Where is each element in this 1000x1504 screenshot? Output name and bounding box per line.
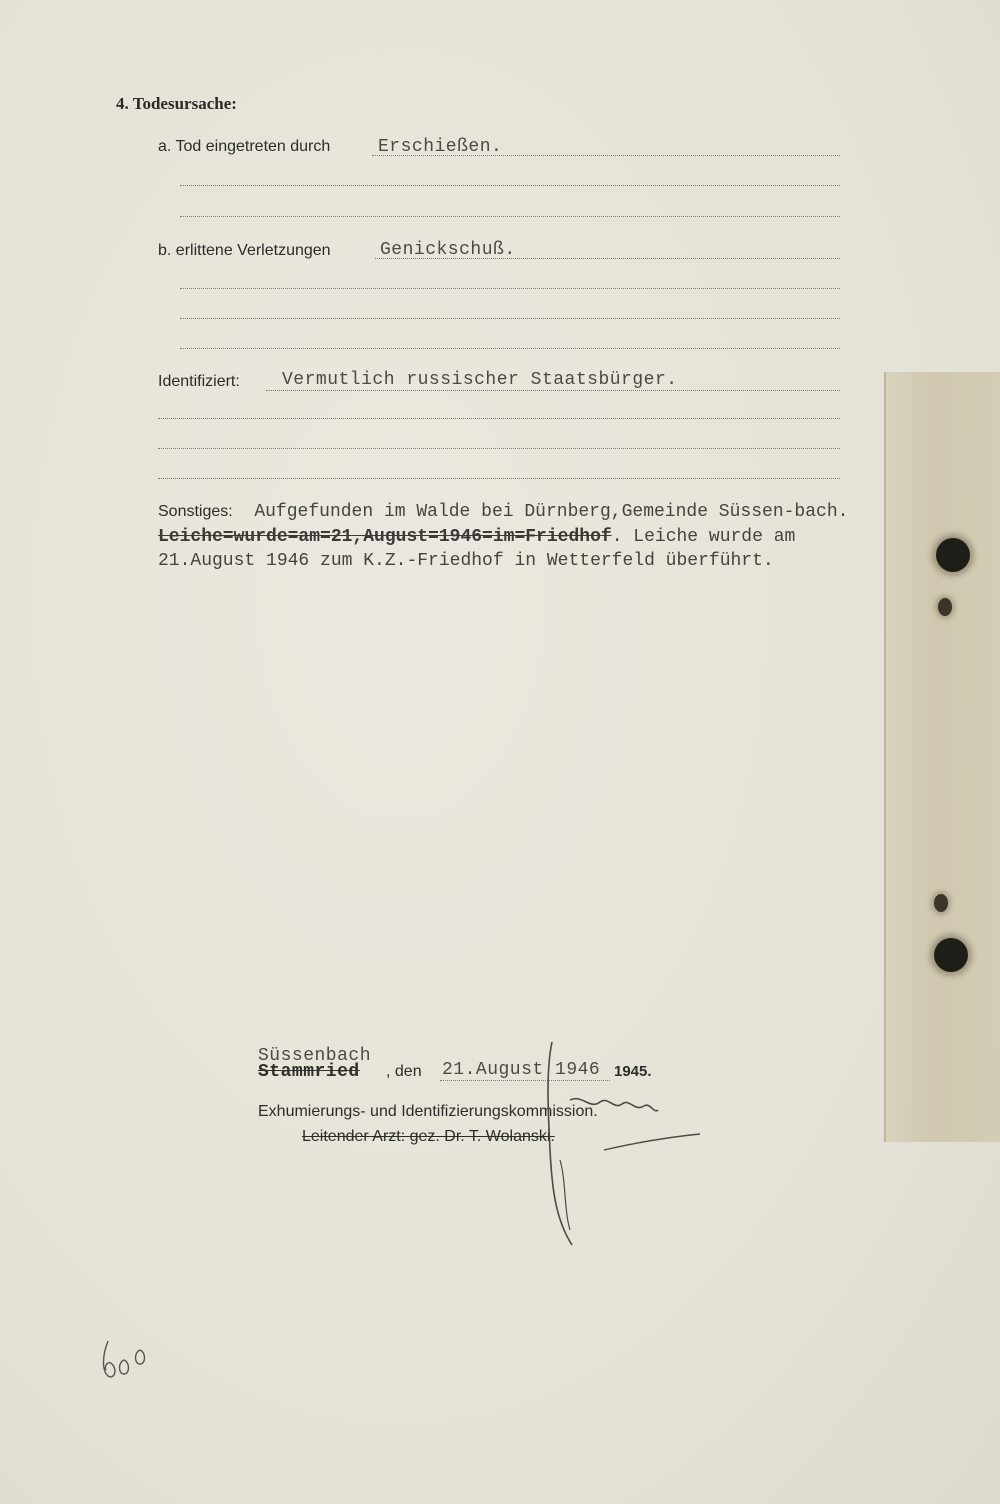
place-typed: Süssenbach: [258, 1046, 372, 1066]
remarks-struck-text: Leiche=wurde=am=21,August=1946=im=Friedhof: [158, 526, 612, 547]
cause-value: Erschießen.: [378, 137, 503, 157]
dotted-line: [266, 390, 840, 391]
date-prefix: , den: [386, 1063, 422, 1080]
cause-label: a. Tod eingetreten durch: [158, 138, 331, 155]
dotted-line: [372, 155, 840, 156]
commission-name: Exhumierungs- und Identifizierungskommission.: [258, 1103, 598, 1120]
dotted-line: [158, 418, 840, 419]
dotted-line: [180, 288, 840, 289]
dotted-line: [158, 448, 840, 449]
injuries-label: b. erlittene Verletzungen: [158, 242, 331, 259]
section-heading: 4. Todesursache:: [116, 94, 237, 113]
dotted-line: [180, 348, 840, 349]
remarks-paragraph: [158, 500, 888, 574]
year-printed: 1945.: [614, 1063, 652, 1080]
remarks-label: Sonstiges:: [158, 503, 233, 520]
identified-value: Vermutlich russischer Staatsbürger.: [282, 370, 678, 390]
remarks-text-2: . Leiche wurde am 21.August 1946 zum K.Z.-Friedhof in Wetterfeld überführt.: [158, 526, 796, 571]
date-typed: 21.August 1946: [442, 1060, 601, 1080]
dotted-line: [375, 258, 840, 259]
injuries-value: Genickschuß.: [380, 240, 516, 260]
handwritten-signature: [530, 1040, 710, 1260]
punch-hole: [934, 938, 968, 972]
dotted-line: [158, 478, 840, 479]
margin-note-handwriting: [98, 1336, 158, 1386]
rust-mark: [938, 598, 952, 616]
identified-label: Identifiziert:: [158, 373, 240, 390]
margin-stain: [884, 372, 1000, 1142]
dotted-line: [180, 318, 840, 319]
struck-signatory: Leitender Arzt: gez. Dr. T. Wolanski.: [302, 1128, 555, 1145]
dotted-line: [180, 216, 840, 217]
rust-mark: [934, 894, 948, 912]
place-struck: Stammried: [258, 1062, 360, 1082]
dotted-line: [180, 185, 840, 186]
punch-hole: [936, 538, 970, 572]
remarks-text-1: Aufgefunden im Walde bei Dürnberg,Gemeinde Süssen-bach.: [254, 502, 849, 522]
